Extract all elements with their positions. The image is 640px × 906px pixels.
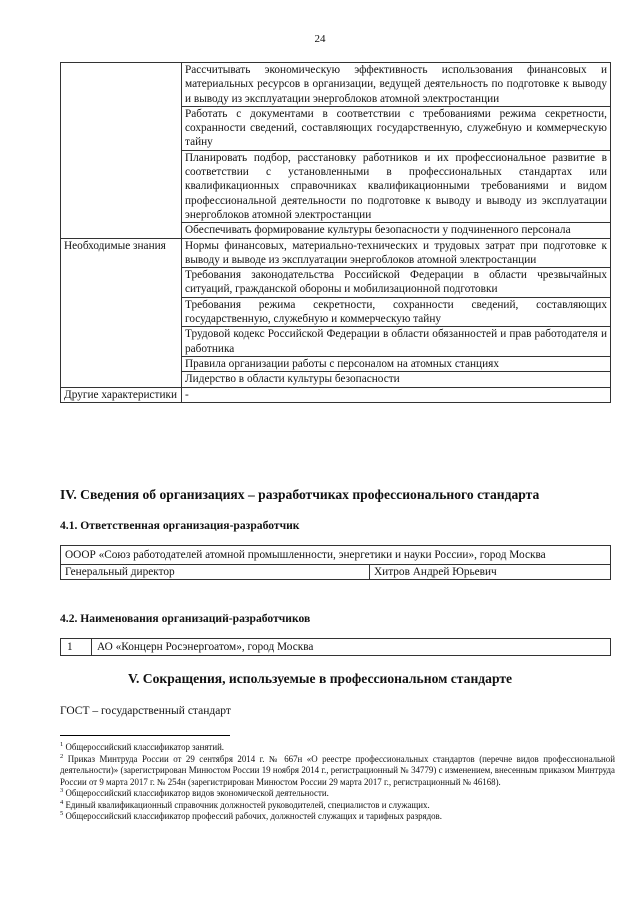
responsible-org-table bbox=[60, 545, 611, 580]
section-4-2-title: 4.2. Наименования организаций-разработчиков bbox=[60, 612, 311, 625]
director-position: Генеральный директор bbox=[61, 565, 370, 580]
skill-cell: Обеспечивать формирование культуры безопасности у подчиненного персонала bbox=[182, 223, 611, 238]
footnote-item: $^5$ Общероссийский классификатор профессий рабочих, должностей служащих и тарифных разрядов. bbox=[60, 810, 442, 821]
knowledge-cell: Требования режима секретности, сохранности сведений, составляющих государственную, служебную и коммерческую тайну bbox=[182, 297, 611, 327]
table-row bbox=[61, 546, 611, 565]
table-row bbox=[61, 238, 611, 268]
footnote-divider bbox=[60, 735, 230, 736]
footnote-item: $^4$ Единый квалификационный справочник должностей руководителей, специалистов и служащих. bbox=[60, 798, 430, 810]
section-4-title: IV. Сведения об организациях – разработчиках профессионального стандарта bbox=[60, 487, 540, 502]
requirements-table bbox=[60, 62, 611, 403]
knowledge-cell: Правила организации работы с персоналом на атомных станциях bbox=[182, 356, 611, 371]
knowledge-label: Необходимые знания bbox=[61, 238, 182, 387]
org-name: АО «Концерн Росэнергоатом», город Москва bbox=[92, 639, 611, 656]
table-row bbox=[61, 565, 611, 580]
skill-cell: Рассчитывать экономическую эффективность использования финансовых и материальных ресурсов в организации, ведущей деятельность по подготовке к выводу и выводу из эксплуатации энергоблоков атомной электростанции bbox=[182, 63, 611, 107]
other-value: - bbox=[182, 387, 611, 402]
other-label: Другие характеристики bbox=[61, 387, 182, 402]
director-name: Хитров Андрей Юрьевич bbox=[370, 565, 611, 580]
skill-cell: Планировать подбор, расстановку работников и их профессиональное развитие в соответствии с установленными в профессиональных стандартах или квалификационных справочниках квалификационными требованиями и видом профессиональной деятельности по подготовке к выводу и выводу из эксплуатации энергоблоков атомной электростанции bbox=[182, 150, 611, 222]
footnote-item: $^1$ Общероссийский классификатор занятий. bbox=[60, 741, 225, 752]
section-4-1-title: 4.1. Ответственная организация-разработчик bbox=[60, 519, 300, 532]
org-number: 1 bbox=[61, 639, 92, 656]
responsible-org-name: ОООР «Союз работодателей атомной промышленности, энергетики и науки России», город Москва bbox=[61, 546, 611, 565]
knowledge-cell: Трудовой кодекс Российской Федерации в области обязанностей и прав работодателя и работника bbox=[182, 327, 611, 357]
knowledge-cell: Лидерство в области культуры безопасности bbox=[182, 372, 611, 387]
section-5-title: V. Сокращения, используемые в профессиональном стандарте bbox=[127, 671, 513, 686]
knowledge-cell: Нормы финансовых, материально-технических и трудовых затрат при подготовке к выводу и выводе из эксплуатации энергоблоков атомной электростанции bbox=[182, 238, 611, 268]
page-number: 24 bbox=[314, 33, 326, 45]
table-row bbox=[61, 639, 611, 656]
abbreviation-text: ГОСТ – государственный стандарт bbox=[60, 705, 231, 717]
table-row bbox=[61, 387, 611, 402]
skill-cell: Работать с документами в соответствии с требованиями режима секретности, сохранности сведений, составляющих государственную, служебную и коммерческую тайну bbox=[182, 106, 611, 150]
table-row bbox=[61, 63, 611, 107]
knowledge-cell: Требования законодательства Российской Федерации в области чрезвычайных ситуаций, гражданской обороны и мобилизационной подготовки bbox=[182, 268, 611, 298]
developer-orgs-table bbox=[60, 638, 611, 656]
skills-label-cell bbox=[61, 63, 182, 239]
footnote-item: $^3$ Общероссийский классификатор видов экономической деятельности. bbox=[60, 787, 329, 798]
footnote-item: $^2$ Приказ Минтруда России от 29 сентября 2014 г. № 667н «О реестре профессиональных стандартов (перечне видов профессиональной деятельности)» (зарегистрирован Минюстом России 19 ноября 2014 г., регистрационный № 34779) с изменением, внесенным приказом Минтруда России от 9 марта 2017 г. № 254н (зарегистрирован Минюстом России 29 марта 2017 г., регистрационный № 46168). bbox=[60, 752, 615, 787]
footnotes bbox=[60, 742, 615, 823]
